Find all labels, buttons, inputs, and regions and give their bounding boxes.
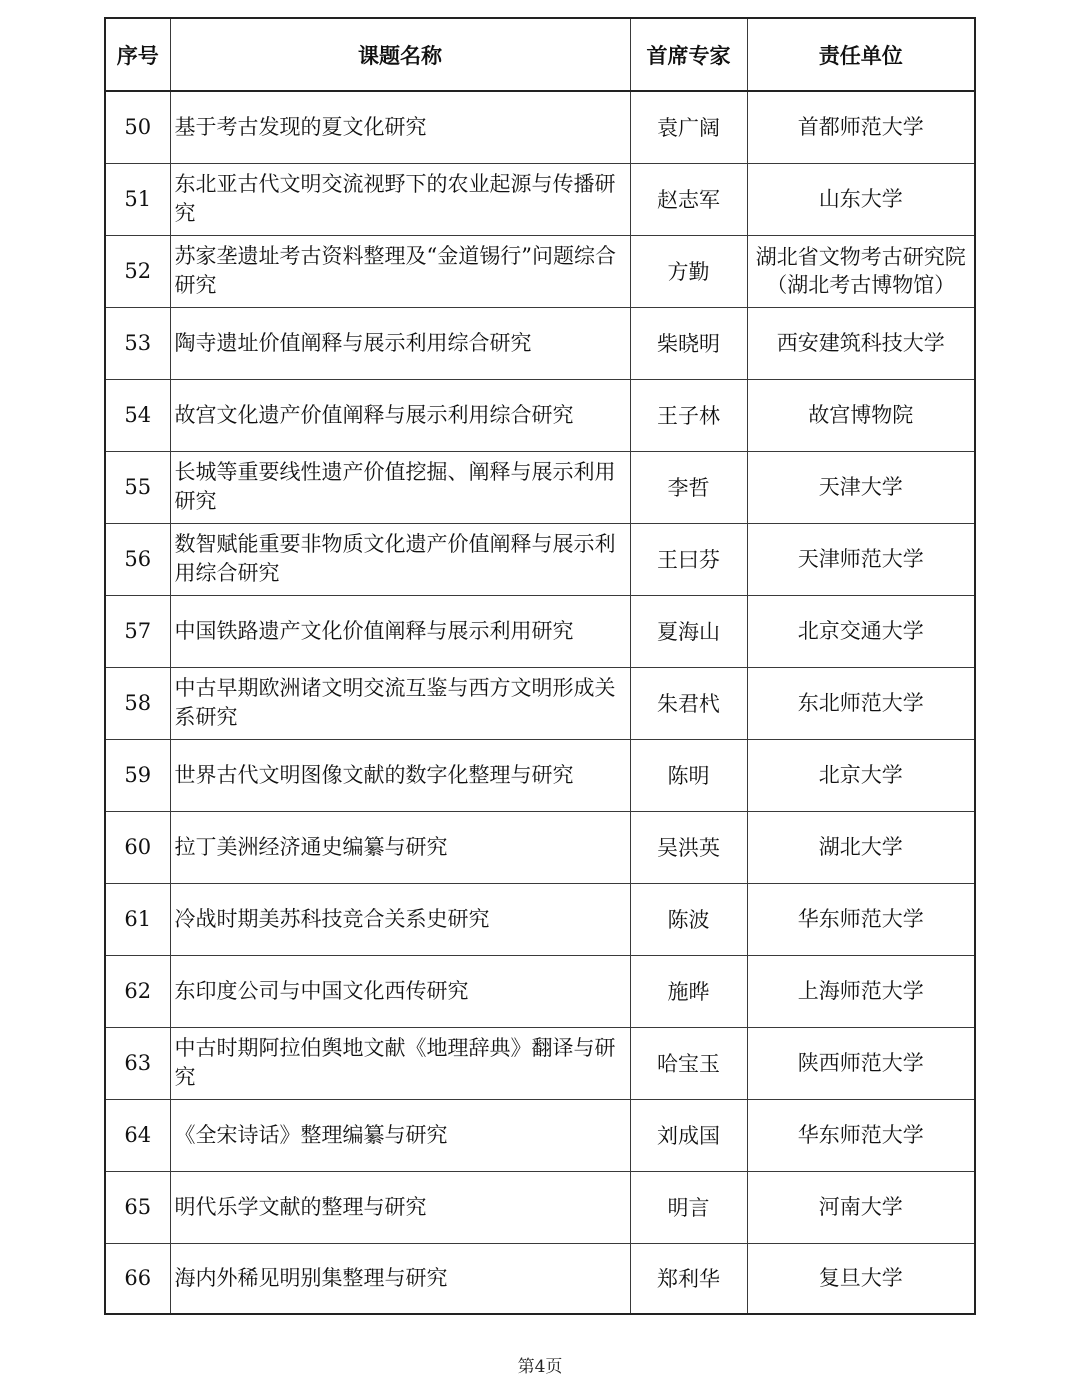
project-title: 海内外稀见明别集整理与研究	[170, 1243, 630, 1314]
responsible-unit: 华东师范大学	[747, 883, 975, 955]
table-header	[105, 18, 975, 91]
table-row	[105, 667, 975, 739]
responsible-unit: 西安建筑科技大学	[747, 307, 975, 379]
table-row	[105, 739, 975, 811]
project-title: 基于考古发现的夏文化研究	[170, 91, 630, 163]
row-number: 50	[105, 91, 170, 163]
project-title: 故宫文化遗产价值阐释与展示利用综合研究	[170, 379, 630, 451]
table-row	[105, 163, 975, 235]
responsible-unit: 湖北省文物考古研究院（湖北考古博物馆）	[747, 235, 975, 307]
row-number: 57	[105, 595, 170, 667]
table-row	[105, 595, 975, 667]
row-number: 65	[105, 1171, 170, 1243]
table-row	[105, 451, 975, 523]
responsible-unit: 陕西师范大学	[747, 1027, 975, 1099]
project-title: 东北亚古代文明交流视野下的农业起源与传播研究	[170, 163, 630, 235]
project-title: 中国铁路遗产文化价值阐释与展示利用研究	[170, 595, 630, 667]
table-row	[105, 1243, 975, 1314]
header-expert: 首席专家	[630, 18, 747, 91]
header-unit: 责任单位	[747, 18, 975, 91]
project-title: 明代乐学文献的整理与研究	[170, 1171, 630, 1243]
chief-expert: 袁广阔	[630, 91, 747, 163]
responsible-unit: 故宫博物院	[747, 379, 975, 451]
table-body	[105, 91, 975, 1314]
chief-expert: 方勤	[630, 235, 747, 307]
chief-expert: 陈明	[630, 739, 747, 811]
table-row	[105, 523, 975, 595]
project-title: 长城等重要线性遗产价值挖掘、阐释与展示利用研究	[170, 451, 630, 523]
page-number: 第4页	[517, 1357, 563, 1377]
row-number: 54	[105, 379, 170, 451]
chief-expert: 王曰芬	[630, 523, 747, 595]
responsible-unit: 河南大学	[747, 1171, 975, 1243]
table-row	[105, 91, 975, 163]
responsible-unit: 天津师范大学	[747, 523, 975, 595]
table-row	[105, 307, 975, 379]
responsible-unit: 东北师范大学	[747, 667, 975, 739]
row-number: 51	[105, 163, 170, 235]
project-title: 冷战时期美苏科技竞合关系史研究	[170, 883, 630, 955]
row-number: 63	[105, 1027, 170, 1099]
responsible-unit: 首都师范大学	[747, 91, 975, 163]
chief-expert: 李哲	[630, 451, 747, 523]
project-title: 东印度公司与中国文化西传研究	[170, 955, 630, 1027]
row-number: 53	[105, 307, 170, 379]
responsible-unit: 复旦大学	[747, 1243, 975, 1314]
responsible-unit: 山东大学	[747, 163, 975, 235]
row-number: 56	[105, 523, 170, 595]
chief-expert: 明言	[630, 1171, 747, 1243]
responsible-unit: 北京交通大学	[747, 595, 975, 667]
header-no: 序号	[105, 18, 170, 91]
chief-expert: 哈宝玉	[630, 1027, 747, 1099]
row-number: 55	[105, 451, 170, 523]
row-number: 64	[105, 1099, 170, 1171]
row-number: 62	[105, 955, 170, 1027]
responsible-unit: 上海师范大学	[747, 955, 975, 1027]
chief-expert: 柴晓明	[630, 307, 747, 379]
project-title: 拉丁美洲经济通史编纂与研究	[170, 811, 630, 883]
project-title: 中古时期阿拉伯舆地文献《地理辞典》翻译与研究	[170, 1027, 630, 1099]
chief-expert: 郑利华	[630, 1243, 747, 1314]
responsible-unit: 华东师范大学	[747, 1099, 975, 1171]
project-title: 世界古代文明图像文献的数字化整理与研究	[170, 739, 630, 811]
chief-expert: 施晔	[630, 955, 747, 1027]
project-title: 数智赋能重要非物质文化遗产价值阐释与展示利用综合研究	[170, 523, 630, 595]
project-title: 苏家垄遗址考古资料整理及“金道锡行”问题综合研究	[170, 235, 630, 307]
responsible-unit: 天津大学	[747, 451, 975, 523]
responsible-unit: 北京大学	[747, 739, 975, 811]
table-row	[105, 1027, 975, 1099]
row-number: 61	[105, 883, 170, 955]
chief-expert: 吴洪英	[630, 811, 747, 883]
chief-expert: 刘成国	[630, 1099, 747, 1171]
table-row	[105, 811, 975, 883]
row-number: 60	[105, 811, 170, 883]
row-number: 59	[105, 739, 170, 811]
header-title: 课题名称	[170, 18, 630, 91]
row-number: 52	[105, 235, 170, 307]
project-title: 《全宋诗话》整理编纂与研究	[170, 1099, 630, 1171]
project-title: 陶寺遗址价值阐释与展示利用综合研究	[170, 307, 630, 379]
row-number: 66	[105, 1243, 170, 1314]
chief-expert: 赵志军	[630, 163, 747, 235]
chief-expert: 夏海山	[630, 595, 747, 667]
responsible-unit: 湖北大学	[747, 811, 975, 883]
table-row	[105, 379, 975, 451]
table-row	[105, 955, 975, 1027]
project-table	[104, 17, 976, 1315]
chief-expert: 陈波	[630, 883, 747, 955]
header-row	[105, 18, 975, 91]
chief-expert: 王子林	[630, 379, 747, 451]
table-row	[105, 883, 975, 955]
row-number: 58	[105, 667, 170, 739]
chief-expert: 朱君杙	[630, 667, 747, 739]
table-row	[105, 1171, 975, 1243]
project-title: 中古早期欧洲诸文明交流互鉴与西方文明形成关系研究	[170, 667, 630, 739]
table-row	[105, 1099, 975, 1171]
table-row	[105, 235, 975, 307]
